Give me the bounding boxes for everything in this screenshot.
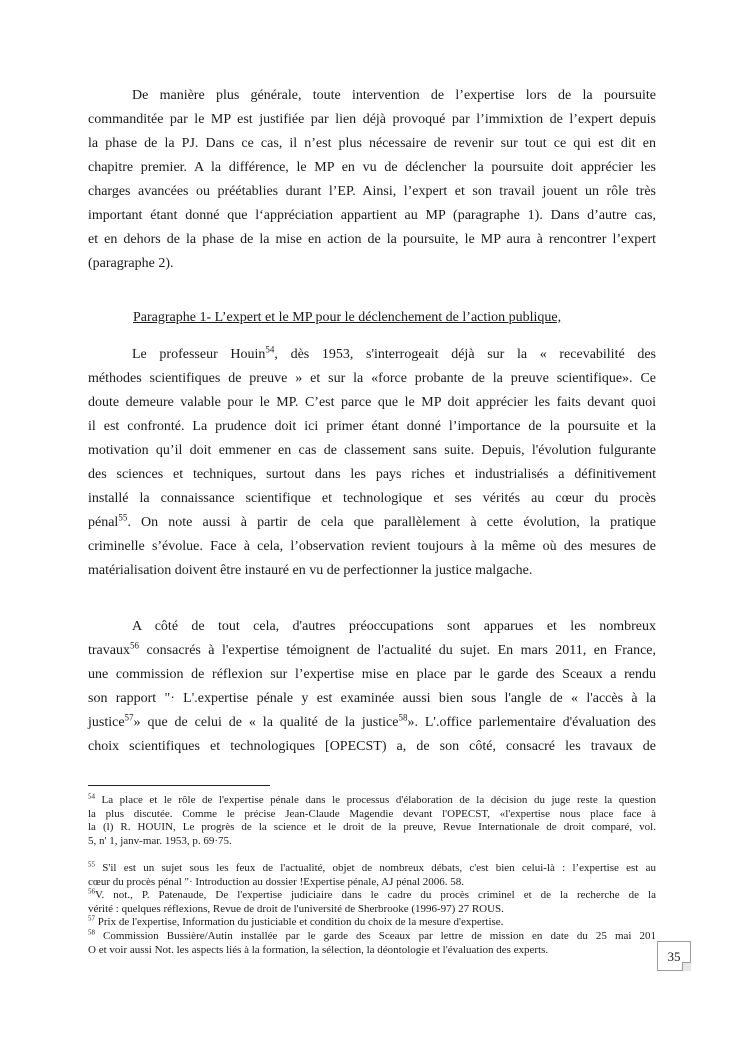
text-line: matérialisation doivent être instauré en vu de perfectionner la justice malgache. [88, 563, 533, 578]
text-line: doute demeure valable pour le MP. C’est parce que le MP doit apprécier les faits devant quoi [88, 395, 656, 410]
footnote-57 [88, 916, 656, 930]
text-line: et en dehors de la phase de la mise en action de la poursuite, le MP aura à rencontrer l’expert [88, 232, 656, 247]
text-line: son rapport "· L'.expertise pénale y est examinée aussi bien sous l'angle de « l'accès à la [88, 691, 656, 706]
footnote-line: $^{55}$ S'il est un sujet sous les feux de l'actualité, objet de nombreux débats, c'est bien celui-là : l’expertise est au [88, 860, 656, 874]
footnote-number: 56 [88, 887, 95, 896]
text-line: charges avancées ou préétablies durant l’EP. Ainsi, l’expert et son travail jouent un rôle très [88, 184, 656, 199]
footnote-ref-58: 58 [398, 712, 408, 723]
footnote-line: cœur du procès pénal "· Introduction au dossier !Expertise pénale, AJ pénal 2006. 58. [88, 875, 464, 888]
footnote-number: 57 [88, 914, 95, 923]
text-line: la phase de la PJ. Dans ce cas, il n’est plus nécessaire de revenir sur tout ce qui est dit en [88, 136, 656, 151]
footnote-56 [88, 889, 656, 916]
footnote-number: 55 [88, 860, 95, 869]
footnote-ref-56: 56 [129, 640, 139, 651]
text-line: Le professeur Houin$^{54}$, dès 1953, s'interrogeait déjà sur la « recevabilité des [132, 344, 657, 362]
text-line: criminelle s’évolue. Face à cela, l’observation revient toujours à la même où des mesures de [88, 539, 656, 554]
text-line: travaux$^{56}$ consacrés à l'expertise témoignent de l'actualité du sujet. En mars 2011, en France, [88, 640, 656, 658]
text-line: (paragraphe 2). [88, 256, 174, 271]
text-line: motivation qu’il doit emmener en cas de classement sans suite. Depuis, l'évolution fulgurante [88, 443, 656, 458]
section-heading: Paragraphe 1- L’expert et le MP pour le déclenchement de l’action publique, [133, 310, 562, 325]
footnote-line: la (l) R. HOUIN, Le progrès de la science et le droit de la preuve, Revue Internationale de droit comparé, vol. [88, 821, 656, 833]
text-line: pénal$^{55}$. On note aussi à partir de cela que parallèlement à cette évolution, la pratique [88, 512, 656, 530]
footnote-ref-54: 54 [265, 344, 275, 355]
footnote-line: $^{58}$ Commission Bussière/Autin installée par le garde des Sceaux par lettre de mission en date du 25 mai 201 [88, 928, 656, 942]
text-line: justice$^{57}$» que de celui de « la qualité de la justice$^{58}$». L'.office parlementaire d'évaluation des [88, 712, 656, 730]
footnote-line: $^{57}$ Prix de l'expertise, Information du justiciable et condition du choix de la mesure d'expertise. [88, 914, 504, 928]
footnote-line: vérité : quelques réflexions, Revue de droit de l'université de Sherbrooke (1996-97) 27 ROUS. [88, 902, 504, 915]
text-line: méthodes scientifiques de preuve » et sur la «force probante de la preuve scientifique». Ce [88, 371, 656, 386]
footnote-line: $^{54}$ La place et le rôle de l'expertise pénale dans le processus d'élaboration de la décision du juge reste la question [88, 792, 656, 806]
text-line: des sciences et techniques, surtout dans les pays riches et industrialisés a définitivement [88, 467, 656, 482]
text-line: A côté de tout cela, d'autres préoccupations sont apparues et les nombreux [132, 619, 656, 634]
footnote-55 [88, 862, 656, 889]
footnote-separator [88, 785, 270, 786]
text-line: une commission de réflexion sur l’expertise mise en place par le garde des Sceaux a rendu [88, 667, 656, 682]
text-line: commanditée par le MP est justifiée par lien déjà provoqué par l’immixtion de l’expert depuis [88, 112, 656, 127]
footnote-ref-57: 57 [124, 712, 134, 723]
footnote-58 [88, 930, 656, 957]
text-line: chapitre premier. A la différence, le MP en vu de déclencher la poursuite doit apprécier les [88, 160, 656, 175]
text-line: installé la connaissance scientifique et technologique et ses vérités au cœur du procès [88, 491, 656, 506]
text-line: important étant donné que l‘appréciation appartient au MP (paragraphe 1). Dans d’autre cas, [88, 208, 656, 223]
footnote-number: 58 [88, 928, 95, 937]
footnote-line: O et voir aussi Not. les aspects liés à la formation, la sélection, la déontologie et l'évaluation des experts. [88, 943, 549, 956]
paragraph-houin [88, 343, 656, 583]
footnote-line: 5, n' 1, janv-mar. 1953, p. 69·75. [88, 834, 232, 847]
footnote-54 [88, 794, 656, 848]
text-line: choix scientifiques et technologiques [OPECST) a, de son côté, consacré les travaux de [88, 739, 656, 754]
footnote-ref-55: 55 [118, 512, 128, 523]
text-line: De manière plus générale, toute intervention de l’expertise lors de la poursuite [132, 88, 656, 103]
paragraph-travaux [88, 615, 656, 759]
page-number: 35 [657, 941, 691, 971]
footnote-line: $^{56}$V. not., P. Patenaude, De l'expertise judiciaire dans le cadre du procès criminel et de la recherche de la [88, 887, 656, 901]
footnote-number: 54 [88, 792, 95, 801]
footnote-line: la plus discutée. Comme le précise Jean-Claude Magendie devant l'OPECST, «l'expertise nous place face à [88, 807, 656, 820]
text-line: il est confronté. La prudence doit ici primer étant donné l’importance de la poursuite et la [88, 419, 656, 434]
paragraph-intro [88, 84, 656, 276]
